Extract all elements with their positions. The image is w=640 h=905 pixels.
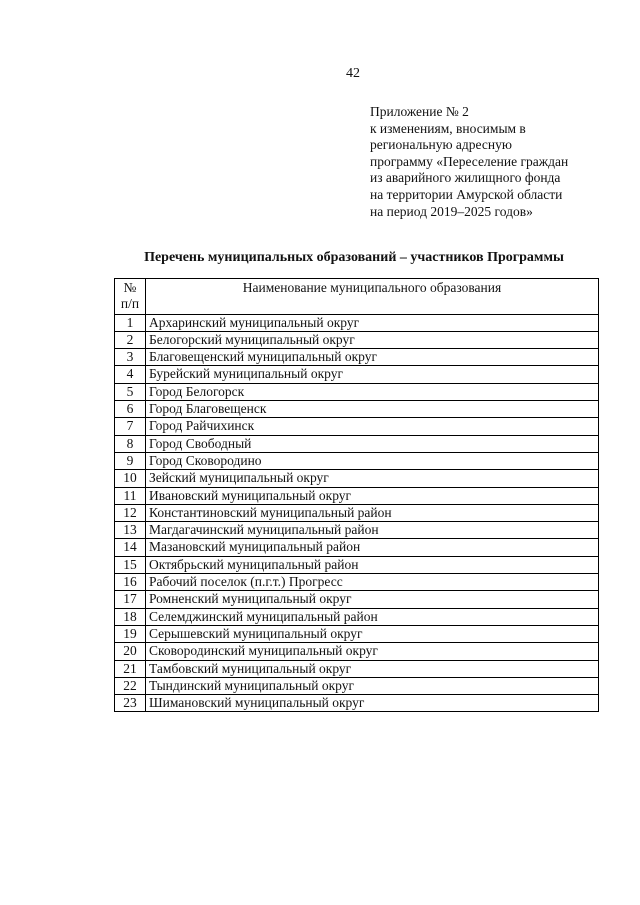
municipality-name: Тындинский муниципальный округ (146, 677, 599, 694)
municipality-name: Белогорский муниципальный округ (146, 331, 599, 348)
appendix-line: на территории Амурской области (370, 186, 563, 202)
row-number: 21 (115, 660, 146, 677)
table-row (115, 314, 599, 331)
row-number: 7 (115, 418, 146, 435)
municipality-name: Архаринский муниципальный округ (146, 314, 599, 331)
municipality-name: Мазановский муниципальный район (146, 539, 599, 556)
row-number: 10 (115, 470, 146, 487)
header-name: Наименование муниципального образования (146, 279, 599, 315)
table-row (115, 331, 599, 348)
table-row (115, 608, 599, 625)
row-number: 16 (115, 574, 146, 591)
appendix-line: из аварийного жилищного фонда (370, 170, 561, 186)
table-row (115, 418, 599, 435)
municipality-name: Город Сковородино (146, 452, 599, 469)
table-row (115, 660, 599, 677)
page-number: 42 (346, 66, 360, 81)
row-number: 17 (115, 591, 146, 608)
table-row (115, 539, 599, 556)
row-number: 4 (115, 366, 146, 383)
municipality-name: Город Райчихинск (146, 418, 599, 435)
appendix-line: на период 2019–2025 годов» (370, 203, 533, 219)
table-header-row (115, 279, 599, 315)
municipality-name: Бурейский муниципальный округ (146, 366, 599, 383)
row-number: 19 (115, 625, 146, 642)
table-row (115, 677, 599, 694)
row-number: 2 (115, 331, 146, 348)
appendix-line: региональную адресную (370, 137, 512, 153)
table-row (115, 574, 599, 591)
table-body (115, 314, 599, 712)
municipality-name: Ромненский муниципальный округ (146, 591, 599, 608)
table-row (115, 366, 599, 383)
row-number: 3 (115, 349, 146, 366)
row-number: 22 (115, 677, 146, 694)
row-number: 1 (115, 314, 146, 331)
row-number: 14 (115, 539, 146, 556)
table-row (115, 383, 599, 400)
municipality-name: Шимановский муниципальный округ (146, 695, 599, 712)
row-number: 13 (115, 522, 146, 539)
appendix-line: Приложение № 2 (370, 104, 469, 119)
municipality-name: Город Свободный (146, 435, 599, 452)
table-row (115, 504, 599, 521)
municipality-name: Серышевский муниципальный округ (146, 625, 599, 642)
row-number: 11 (115, 487, 146, 504)
row-number: 6 (115, 401, 146, 418)
municipality-name: Константиновский муниципальный район (146, 504, 599, 521)
municipality-name: Благовещенский муниципальный округ (146, 349, 599, 366)
table-row (115, 695, 599, 712)
row-number: 23 (115, 695, 146, 712)
appendix-line: к изменениям, вносимым в (370, 120, 526, 136)
row-number: 18 (115, 608, 146, 625)
municipalities-table (114, 278, 599, 712)
table-row (115, 487, 599, 504)
table-row (115, 522, 599, 539)
row-number: 20 (115, 643, 146, 660)
municipality-name: Селемджинский муниципальный район (146, 608, 599, 625)
municipality-name: Город Благовещенск (146, 401, 599, 418)
municipality-name: Ивановский муниципальный округ (146, 487, 599, 504)
municipality-name: Магдагачинский муниципальный район (146, 522, 599, 539)
table-row (115, 401, 599, 418)
table-row (115, 643, 599, 660)
municipality-name: Сковородинский муниципальный округ (146, 643, 599, 660)
appendix-block (370, 104, 630, 220)
row-number: 12 (115, 504, 146, 521)
table-row (115, 452, 599, 469)
table-row (115, 625, 599, 642)
table-row (115, 591, 599, 608)
row-number: 5 (115, 383, 146, 400)
row-number: 15 (115, 556, 146, 573)
row-number: 8 (115, 435, 146, 452)
municipality-name: Рабочий поселок (п.г.т.) Прогресс (146, 574, 599, 591)
municipality-name: Зейский муниципальный округ (146, 470, 599, 487)
table-row (115, 349, 599, 366)
table-row (115, 470, 599, 487)
table-row (115, 556, 599, 573)
appendix-line: программу «Переселение граждан (370, 153, 569, 169)
municipality-name: Тамбовский муниципальный округ (146, 660, 599, 677)
header-number-symbol: № (123, 280, 137, 295)
municipality-name: Город Белогорск (146, 383, 599, 400)
table-row (115, 435, 599, 452)
header-number (115, 279, 146, 315)
list-title: Перечень муниципальных образований – участников Программы (144, 250, 564, 265)
row-number: 9 (115, 452, 146, 469)
municipality-name: Октябрьский муниципальный район (146, 556, 599, 573)
header-number-abbrev: п/п (120, 296, 140, 312)
